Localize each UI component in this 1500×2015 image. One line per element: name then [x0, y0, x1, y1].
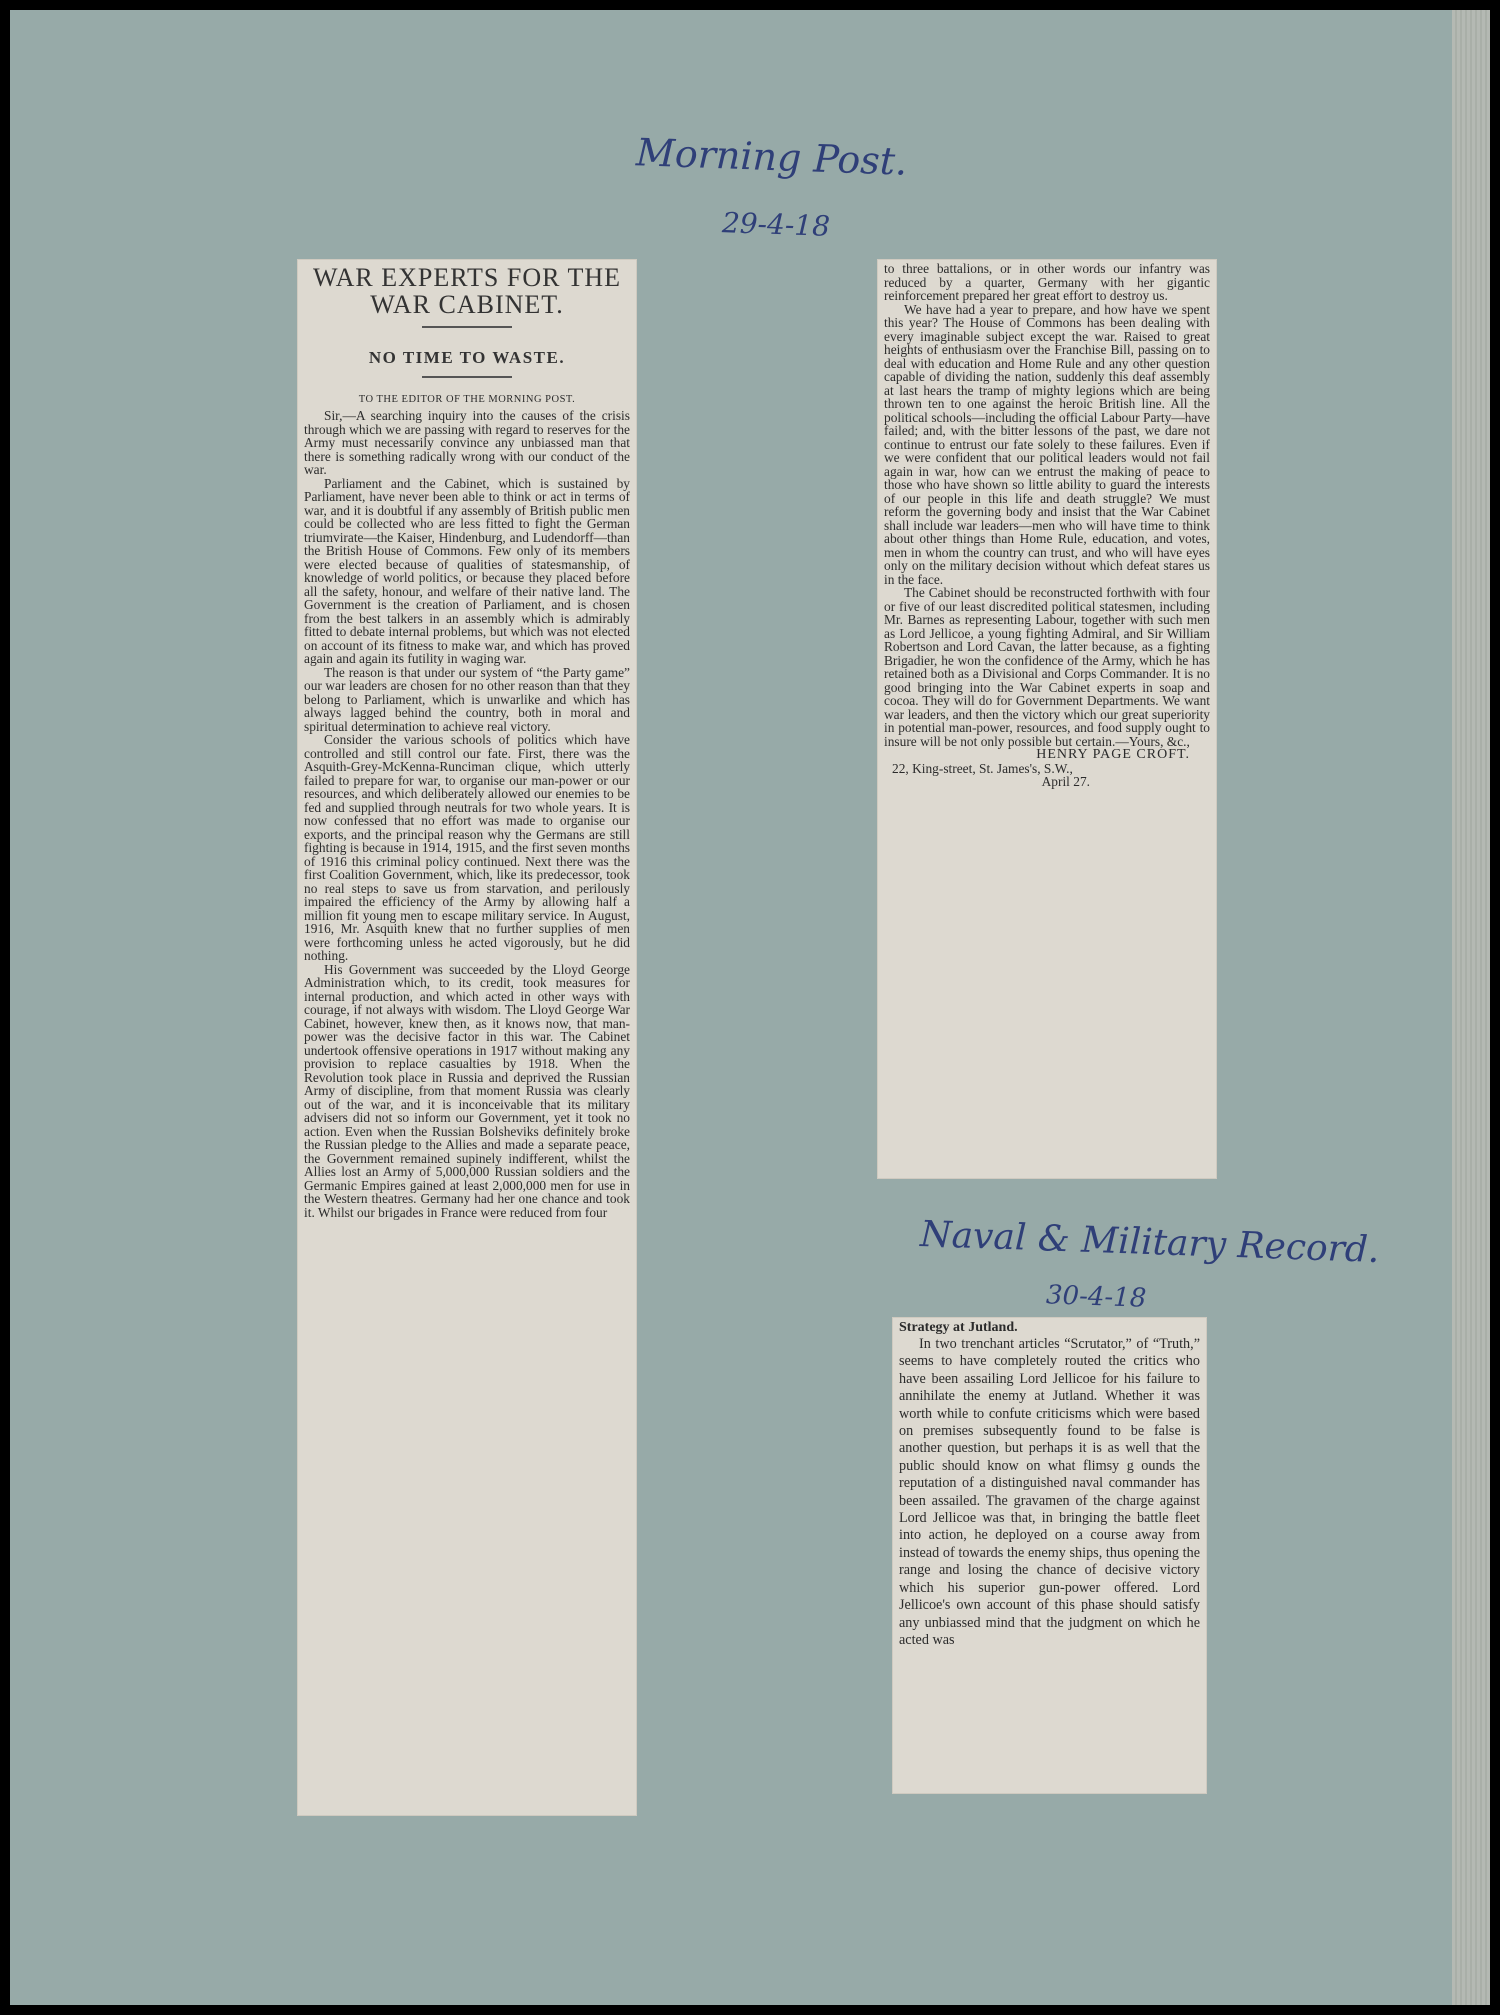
article-body	[893, 1336, 1206, 1649]
divider	[422, 376, 512, 378]
paragraph: His Government was succeeded by the Lloyd George Administration which, to its credit, took measures for internal production, and which acted in other ways with courage, if not always with wisdom. The Lloyd George War Cabinet, however, knew then, as it knows now, that man-power was the decisive factor in this war. The Cabinet undertook offensive operations in 1917 without making any provision to replace casualties by 1918. When the Revolution took place in Russia and deprived the Russian Army of discipline, from that moment Russia was clearly out of the war, and it is inconceivable that its military advisers did not so inform our Government, yet it took no action. Even when the Russian Bolsheviks definitely broke the Russian pledge to the Allies and made a separate peace, the Government remained supinely indifferent, whilst the Allies lost an Army of 5,000,000 Russian soldiers and the Germanic Empires gained at least 2,000,000 men for use in the Western theatres. Germany had her one chance and took it. Whilst our brigades in France were reduced from four	[304, 961, 630, 1220]
article-body	[878, 260, 1216, 789]
paragraph: The reason is that under our system of “the Party game” our war leaders are chosen for no other reason than that they belong to Parliament, which is unwarlike and which has always lagged behind the country, both in moral and spiritual determination to achieve real victory.	[304, 664, 630, 734]
annotation-morning-post: Morning Post.	[635, 130, 908, 184]
divider	[422, 326, 512, 328]
annotation-naval-military-date: 30-4-18	[1045, 1280, 1147, 1314]
article-headline: WAR EXPERTS FOR THE WAR CABINET.	[312, 263, 622, 319]
article-body	[298, 409, 636, 1219]
paragraph: The Cabinet should be reconstructed forthwith with four or five of our least discredited political statesmen, including Mr. Barnes as representing Labour, together with such men as Lord Jellicoe, a young fighting Admiral, and Sir William Robertson and Lord Cavan, the latter because, as a fighting Brigadier, he won the confidence of the Army, which he has retained both as a Divisional and Corps Commander. It is no good bringing into the War Cabinet experts in soap and cocoa. They will do for Government Departments. We want war leaders, and then the victory which our great superiority in potential man-power, resources, and food supply ought to insure will be not only possible but certain.—Yours, &c.,	[884, 585, 1210, 749]
paragraph: Consider the various schools of politics which have controlled and still control our fate. First, there was the Asquith-Grey-McKenna-Runciman clique, which utterly failed to prepare for war, to organise our man-power or our resources, and which deliberately allowed our enemies to be fed and supplied through neutrals for two whole years. It is now confessed that no effort was made to organise our exports, and the principal reason why the Germans are still fighting is because in 1914, 1915, and the first seven months of 1916 this criminal policy continued. Next there was the first Coalition Government, which, like its predecessor, took no real steps to save us from starvation, and perilously impaired the efficiency of the Army by allowing half a million fit young men to escape military service. In August, 1916, Mr. Asquith knew that no further supplies of men were forthcoming unless he acted vigorously, but he did nothing.	[304, 732, 630, 963]
signature: HENRY PAGE CROFT.	[1036, 747, 1190, 762]
scrapbook-page	[10, 10, 1490, 2005]
paragraph: In two trenchant articles “Scrutator,” of “Truth,” seems to have completely routed the critics who have been assailing Lord Jellicoe for his failure to annihilate the enemy at Jutland. Whether it was worth while to confute criticisms which were based on premises subsequently found to be false is another question, but perhaps it is as well that the public should know on what flimsy g ounds the reputation of a distinguished naval commander has been assailed. The gravamen of the charge against Lord Jellicoe was that, in bringing the battle fleet into action, he deployed on a course away from instead of towards the enemy ships, thus opening the range and losing the chance of decisive victory which his superior gun-power offered. Lord Jellicoe's own account of this phase should satisfy any unbiassed mind that the judgment on which he acted was	[899, 1336, 1200, 1648]
binding-spine	[1452, 10, 1490, 2005]
letter-address-line: TO THE EDITOR OF THE MORNING POST.	[358, 394, 576, 405]
letter-date: April 27.	[1041, 774, 1090, 789]
paragraph: We have had a year to prepare, and how have we spent this year? The House of Commons has been dealing with every imaginable subject except the war. Raised to great heights of enthusiasm over the Franchise Bill, passing on to deal with education and Home Rule and any other question capable of dividing the nation, suddenly this deaf assembly at last hears the tramp of mighty legions which are being thrown ten to one against the heroic British line. All the political schools—including the official Labour Party—have failed; and, with the bitter lessons of the past, we dare not continue to entrust our fate solely to these failures. Even if we were confident that our political leaders would not fail again in war, how can we entrust the making of peace to those who have shown so little ability to guard the interests of our people in this life and death struggle? We must reform the governing body and insist that the War Cabinet shall include war leaders—men who will have time to think about other things than Home Rule, education, and votes, men in whom the country can trust, and who will have eyes only on the military decision without which defeat stares us in the face.	[884, 301, 1210, 587]
sender-address: 22, King-street, St. James's, S.W.,	[892, 760, 1073, 776]
article-title: Strategy at Jutland.	[899, 1320, 1018, 1335]
paragraph: Sir,—A searching inquiry into the causes of the crisis through which we are passing with regard to reserves for the Army must necessarily convince any unbiassed man that there is something radically wrong with our conduct of the war.	[304, 408, 630, 477]
article-subhead: NO TIME TO WASTE.	[368, 348, 566, 367]
clipping-strategy-jutland	[893, 1318, 1206, 1793]
paragraph: Parliament and the Cabinet, which is sustained by Parliament, have never been able to think or act in terms of war, and it is doubtful if any assembly of British public men could be collected who are less fitted to fight the German triumvirate—the Kaiser, Hindenburg, and Ludendorff—than the British House of Commons. Few only of its members were elected because of qualities of statesmanship, of knowledge of world politics, or because they placed before all the safety, honour, and welfare of their native land. The Government is the creation of Parliament, and is chosen from the best talkers in an assembly which is admirably fitted to debate internal problems, but which was not elected on account of its fitness to make war, and which has proved again and again its futility in waging war.	[304, 475, 630, 666]
annotation-morning-post-date: 29-4-18	[721, 206, 831, 243]
clipping-war-experts-continued	[878, 260, 1216, 1178]
annotation-naval-military: Naval & Military Record.	[919, 1213, 1381, 1272]
paragraph: to three battalions, or in other words our infantry was reduced by a quarter, Germany with her gigantic reinforcement prepared her great effort to destroy us.	[884, 261, 1210, 303]
clipping-war-experts	[298, 260, 636, 1815]
